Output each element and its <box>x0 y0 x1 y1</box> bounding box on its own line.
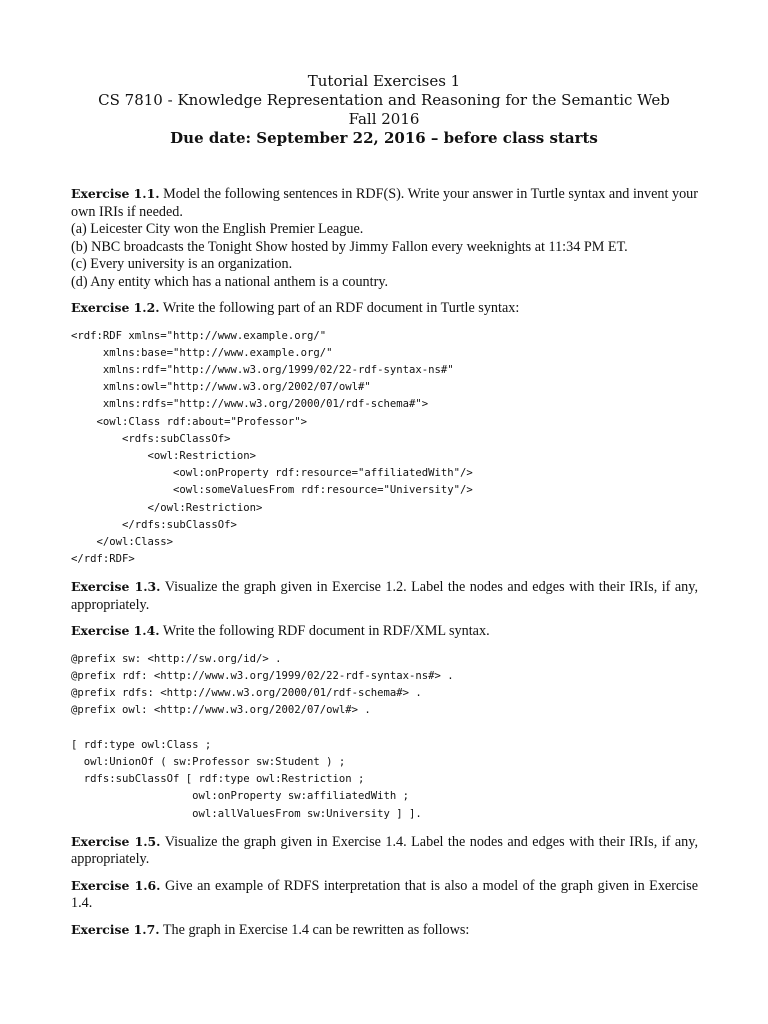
exercise-text <box>71 877 698 913</box>
code-block-turtle <box>71 651 698 823</box>
code-line: <rdfs:subClassOf> <box>71 432 231 445</box>
header-title: Tutorial Exercises 1 <box>307 72 461 90</box>
code-line: [ rdf:type owl:Class ; <box>71 738 212 751</box>
exercise-prompt: Give an example of RDFS interpretation that is also a model of the graph given in Exercise 1.4. <box>71 877 698 912</box>
code-line: @prefix rdfs: <http://www.w3.org/2000/01/rdf-schema#> . <box>71 687 422 700</box>
code-line <box>71 720 698 737</box>
code-line: rdfs:subClassOf [ rdf:type owl:Restriction ; <box>71 773 365 786</box>
exercise-label: Exercise 1.2. <box>71 300 160 315</box>
exercise-prompt: Visualize the graph given in Exercise 1.2. Label the nodes and edges with their IRIs, if any, appropriately. <box>71 579 698 613</box>
code-line: </rdf:RDF> <box>71 553 135 566</box>
header-course: CS 7810 - Knowledge Representation and Reasoning for the Semantic Web <box>98 91 670 109</box>
exercise-items <box>71 221 698 291</box>
exercise-text <box>71 622 698 641</box>
exercise-1-6 <box>71 877 698 913</box>
code-line: <owl:Restriction> <box>71 449 256 462</box>
code-line: <rdf:RDF xmlns="http://www.example.org/" <box>71 329 327 342</box>
code-line: xmlns:base="http://www.example.org/" <box>71 346 333 359</box>
exercise-label: Exercise 1.3. <box>71 579 161 595</box>
document-header <box>0 72 768 148</box>
exercise-label: Exercise 1.5. <box>71 833 161 849</box>
exercise-1-2 <box>71 299 698 568</box>
exercise-item: (c) Every university is an organization. <box>71 256 293 272</box>
code-line: owl:onProperty sw:affiliatedWith ; <box>71 790 410 803</box>
exercise-label: Exercise 1.1. <box>71 186 160 201</box>
code-line: @prefix owl: <http://www.w3.org/2002/07/owl#> . <box>71 704 371 717</box>
exercise-text <box>71 185 698 221</box>
exercise-1-1 <box>71 185 698 291</box>
code-line: xmlns:rdf="http://www.w3.org/1999/02/22-rdf-syntax-ns#" <box>71 363 454 376</box>
code-line: xmlns:rdfs="http://www.w3.org/2000/01/rdf-schema#"> <box>71 398 429 411</box>
code-line: </rdfs:subClassOf> <box>71 518 237 531</box>
code-line: @prefix rdf: <http://www.w3.org/1999/02/22-rdf-syntax-ns#> . <box>71 670 454 683</box>
exercise-item: (b) NBC broadcasts the Tonight Show hosted by Jimmy Fallon every weeknights at 11:34 PM ET. <box>71 238 628 255</box>
header-due-date: Due date: September 22, 2016 – before class starts <box>170 129 598 147</box>
exercise-1-5 <box>71 833 698 869</box>
exercise-1-4 <box>71 622 698 823</box>
exercise-text <box>71 578 698 614</box>
exercise-label: Exercise 1.6. <box>71 877 161 893</box>
exercise-prompt: The graph in Exercise 1.4 can be rewritten as follows: <box>162 921 470 938</box>
code-line: </owl:Restriction> <box>71 501 263 514</box>
code-line: </owl:Class> <box>71 535 174 548</box>
code-line: <owl:someValuesFrom rdf:resource="University"/> <box>71 484 473 497</box>
code-block-rdf-xml <box>71 328 698 569</box>
exercise-text <box>71 833 698 869</box>
exercise-item: (d) Any entity which has a national anthem is a country. <box>71 273 389 290</box>
exercise-label: Exercise 1.4. <box>71 623 160 639</box>
code-line: owl:allValuesFrom sw:University ] ]. <box>71 807 422 820</box>
exercise-prompt: Visualize the graph given in Exercise 1.4. Label the nodes and edges with their IRIs, if any, appropriately. <box>71 833 698 868</box>
exercise-label: Exercise 1.7. <box>71 921 160 937</box>
exercise-prompt: Model the following sentences in RDF(S). Write your answer in Turtle syntax and invent your own IRIs if needed. <box>71 186 698 220</box>
exercise-1-7 <box>71 921 698 940</box>
code-line: owl:UnionOf ( sw:Professor sw:Student ) ; <box>71 756 346 769</box>
header-term: Fall 2016 <box>348 110 420 128</box>
exercise-prompt: Write the following RDF document in RDF/XML syntax. <box>162 623 490 640</box>
exercise-1-3 <box>71 578 698 614</box>
exercise-text <box>71 299 698 318</box>
code-line: <owl:Class rdf:about="Professor"> <box>71 415 307 428</box>
document-body <box>71 185 698 947</box>
code-line: xmlns:owl="http://www.w3.org/2002/07/owl#" <box>71 381 371 394</box>
code-line: @prefix sw: <http://sw.org/id/> . <box>71 652 282 665</box>
code-line: <owl:onProperty rdf:resource="affiliatedWith"/> <box>71 467 473 480</box>
exercise-item: (a) Leicester City won the English Premier League. <box>71 221 364 237</box>
exercise-prompt: Write the following part of an RDF document in Turtle syntax: <box>162 300 520 316</box>
exercise-text <box>71 921 698 940</box>
